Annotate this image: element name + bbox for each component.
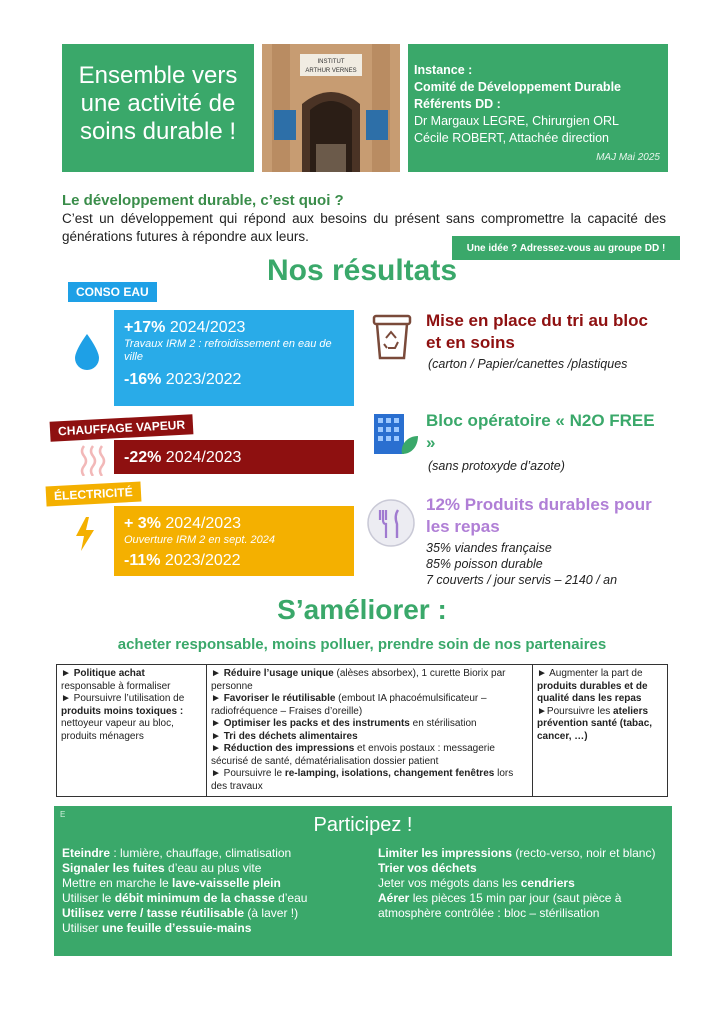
- repas-line-1: 35% viandes française: [426, 541, 552, 555]
- header-title: Ensemble vers une activité de soins durable !: [78, 62, 238, 145]
- actions-col-2: ► Réduire l’usage unique (alèses absorbex), 1 curette Biorix par personne ► Favoriser le réutilisable (embout IA phacoémulsificateur – radiofréquence – Fraises d’oreille) ► Optimiser les packs et des instruments en stérilisation ► Tri des déchets alimentaires ► Réduction des impressions et envois postaux : messagerie sécurisé de santé, dématérialisation dossier patient ► Poursuivre le re-lamping, isolations, changement fenêtres lors des travaux: [207, 665, 533, 797]
- participate-col-left: Eteindre : lumière, chauffage, climatisation Signaler les fuites d’eau au plus vite Mettre en marche le lave-vaisselle plein Utiliser le débit minimum de la chasse d’eau Utilisez verre / tasse réutilisable (à laver !) Utiliser une feuille d’essuie-mains: [62, 846, 308, 935]
- tag-conso-eau: CONSO EAU: [68, 282, 157, 302]
- ameliorer-subtitle: acheter responsable, moins polluer, prendre soin de nos partenaires: [117, 636, 607, 653]
- building-photo: [262, 44, 400, 172]
- tri-text: (carton / Papier/canettes /plastiques: [428, 357, 628, 371]
- building-entrance-icon: [262, 44, 400, 172]
- repas-line-3: 7 couverts / jour servis – 2140 / an: [426, 573, 618, 587]
- elec-period-2: 2023/2022: [160, 552, 241, 569]
- repas-line-2: 85% poisson durable: [426, 557, 543, 571]
- cutlery-icon: [366, 498, 416, 553]
- tag-chauffage-vapeur: CHAUFFAGE VAPEUR: [50, 414, 194, 441]
- instance-label: Instance :: [414, 63, 473, 77]
- repas-title: 12% Produits durables pour les repas: [426, 495, 652, 536]
- elec-pct-1: + 3%: [124, 515, 161, 532]
- idea-banner: Une idée ? Adressez-vous au groupe DD !: [452, 236, 680, 260]
- tri-title: Mise en place du tri au bloc et en soins: [426, 311, 648, 352]
- repas-lines: [426, 540, 666, 588]
- tag-electricite: ÉLECTRICITÉ: [46, 482, 142, 507]
- chauffage-period: 2024/2023: [161, 449, 242, 466]
- results-title: Nos résultats: [266, 254, 458, 287]
- ameliorer-title: S’améliorer :: [277, 594, 447, 625]
- eau-pct-1: +17%: [124, 319, 166, 336]
- recycle-bin-icon: [370, 312, 414, 367]
- eau-note: Travaux IRM 2 : refroidissement en eau de ville: [124, 338, 332, 363]
- lightning-icon: [74, 516, 96, 557]
- eau-period-2: 2023/2022: [161, 371, 242, 388]
- n2o-text: (sans protoxyde d’azote): [428, 459, 565, 473]
- referent-2: Cécile ROBERT, Attachée direction: [414, 131, 610, 145]
- eau-period-1: 2024/2023: [165, 319, 246, 336]
- dd-text: C’est un développement qui répond aux besoins du présent sans compromettre la capacité des générations futures à répondre aux leurs.: [62, 211, 666, 244]
- participate-title: Participez !: [313, 814, 413, 836]
- update-date: MAJ Mai 2025: [596, 152, 660, 163]
- elec-period-1: 2024/2023: [160, 515, 241, 532]
- participate-box: [54, 806, 672, 956]
- participate-corner-mark: E: [60, 810, 66, 819]
- header-info-box: [408, 44, 668, 172]
- result-box-electricite: [114, 506, 354, 576]
- steam-icon: [78, 444, 108, 481]
- hospital-building-icon: [372, 410, 420, 463]
- eau-pct-2: -16%: [124, 371, 162, 388]
- chauffage-pct: -22%: [124, 449, 162, 466]
- instance-value: Comité de Développement Durable: [414, 80, 621, 94]
- referents-label: Référents DD :: [414, 97, 501, 111]
- participate-col-right: Limiter les impressions (recto-verso, noir et blanc) Trier vos déchets Jeter vos mégots dans les cendriers Aérer les pièces 15 min par jour (saut pièce à atmosphère contrôlée : bloc – stérilisation: [378, 846, 656, 920]
- referent-1: Dr Margaux LEGRE, Chirurgien ORL: [414, 114, 619, 128]
- dd-title: Le développement durable, c’est quoi ?: [62, 192, 344, 209]
- header-title-box: [62, 44, 254, 172]
- result-box-chauffage: [114, 440, 354, 474]
- actions-table: [56, 664, 668, 797]
- photo-sign-text: INSTITUT: [317, 59, 345, 65]
- result-box-eau: [114, 310, 354, 406]
- n2o-title: Bloc opératoire « N2O FREE »: [426, 411, 655, 452]
- actions-col-1: ► Politique achat responsable à formaliser ► Poursuivre l’utilisation de produits moins toxiques : nettoyeur vapeur au bloc, produits ménagers: [57, 665, 207, 797]
- elec-pct-2: -11%: [124, 552, 161, 569]
- water-drop-icon: [72, 332, 102, 377]
- actions-col-3: ► Augmenter la part de produits durables et de qualité dans les repas ►Poursuivre les ateliers prévention santé (tabac, cancer, …): [533, 665, 668, 797]
- elec-note: Ouverture IRM 2 en sept. 2024: [124, 534, 276, 546]
- svg-text:ARTHUR VERNES: ARTHUR VERNES: [305, 68, 357, 74]
